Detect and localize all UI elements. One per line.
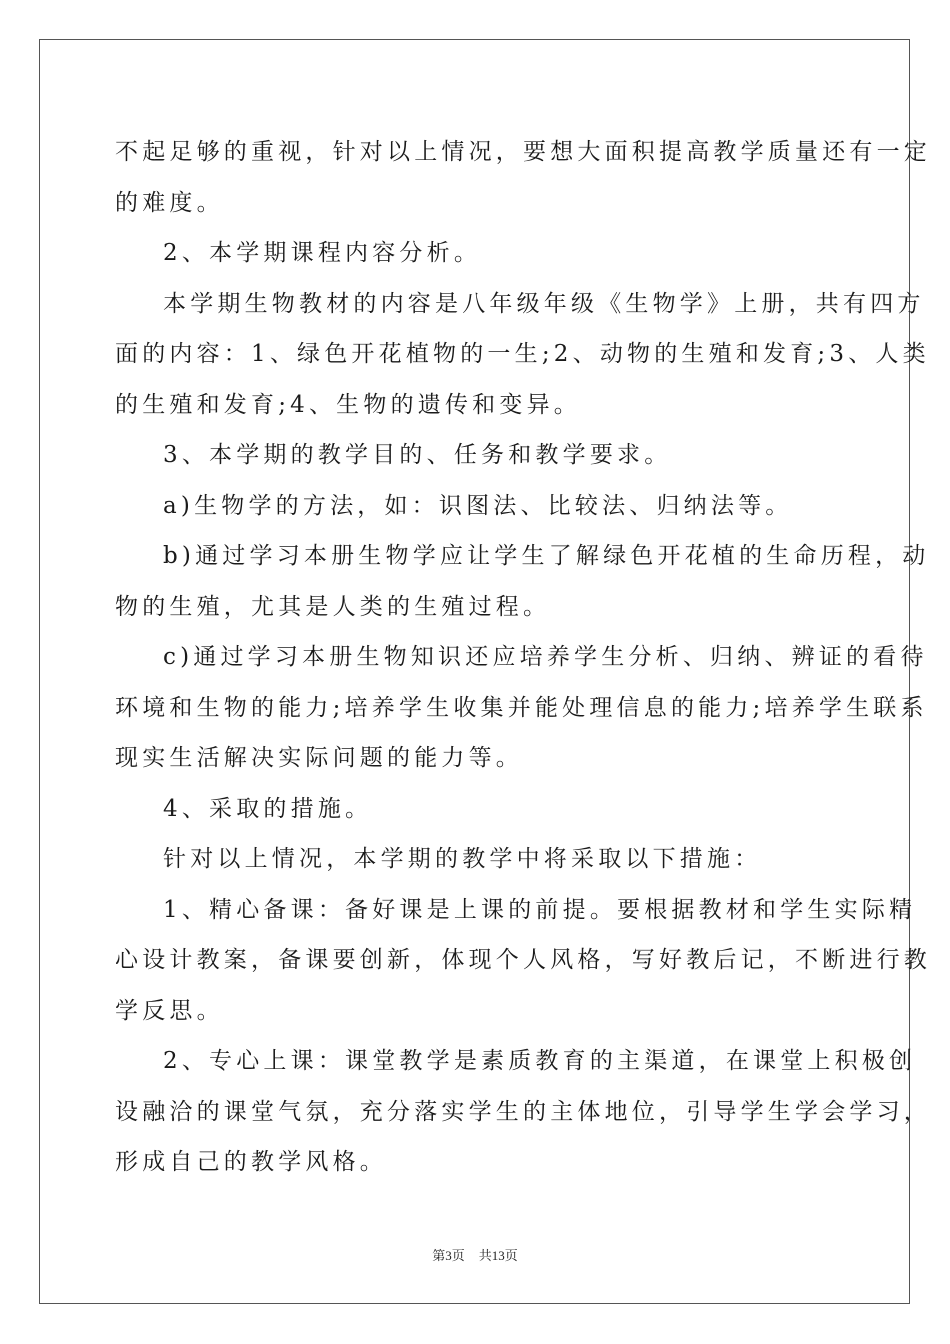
text-line: 学反思。 (115, 997, 224, 1024)
text-line: 物的生殖，尤其是人类的生殖过程。 (115, 593, 551, 620)
section-heading: 3、本学期的教学目的、任务和教学要求。 (163, 442, 672, 468)
text-line: 面的内容：1、绿色开花植物的一生;2、动物的生殖和发育;3、人类 (115, 341, 930, 367)
page-footer (0, 1245, 950, 1264)
text-line: a)生物学的方法，如：识图法、比较法、归纳法等。 (163, 492, 793, 519)
text-line: 心设计教案，备课要创新，体现个人风格，写好教后记，不断进行教 (115, 947, 931, 973)
text-line: 不起足够的重视，针对以上情况，要想大面积提高教学质量还有一定 (115, 139, 931, 165)
text-line: 现实生活解决实际问题的能力等。 (115, 745, 523, 771)
section-heading: 2、本学期课程内容分析。 (163, 240, 482, 266)
text-line: 的难度。 (115, 189, 224, 216)
page-total: 共13页 (478, 1248, 518, 1263)
text-line: c)通过学习本册生物知识还应培养学生分析、归纳、辨证的看待 (163, 644, 928, 670)
text-line: 的生殖和发育;4、生物的遗传和变异。 (115, 391, 581, 418)
text-line: 设融洽的课堂气氛，充分落实学生的主体地位，引导学生学会学习， (115, 1098, 931, 1125)
page-number: 第3页 (432, 1248, 465, 1263)
text-line: 针对以上情况，本学期的教学中将采取以下措施： (163, 846, 762, 872)
section-heading: 4、采取的措施。 (163, 795, 373, 822)
text-line: 2、专心上课：课堂教学是素质教育的主渠道，在课堂上积极创 (163, 1048, 917, 1074)
text-line: 环境和生物的能力;培养学生收集并能处理信息的能力;培养学生联系 (115, 694, 928, 721)
text-line: 本学期生物教材的内容是八年级年级《生物学》上册，共有四方 (163, 290, 925, 317)
text-line: 1、精心备课：备好课是上课的前提。要根据教材和学生实际精 (163, 896, 917, 923)
text-line: b)通过学习本册生物学应让学生了解绿色开花植的生命历程，动 (163, 543, 930, 569)
document-body (115, 127, 931, 1188)
text-line: 形成自己的教学风格。 (115, 1149, 387, 1175)
